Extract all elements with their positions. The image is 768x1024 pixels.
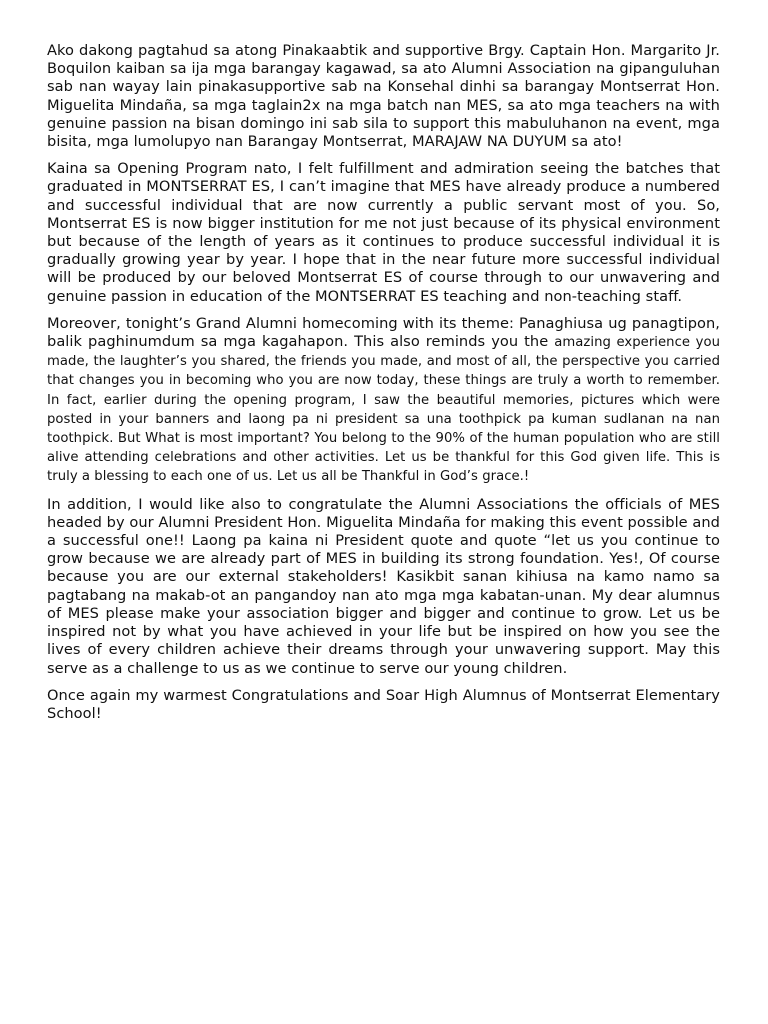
paragraph-closing: Once again my warmest Congratulations and Soar High Alumnus of Montserrat Elementary School! [47, 686, 720, 722]
paragraph-homecoming-theme-start: Moreover, tonight’s Grand Alumni homecoming with its theme: Panaghiusa ug panagtipon, balik paghinumdum sa mga kagahapon. This also reminds you the [47, 314, 720, 351]
paragraph-congratulations-alumni: In addition, I would like also to congratulate the Alumni Associations the officials of MES headed by our Alumni President Hon. Miguelita Mindaña for making this event possible and a successful one!! Laong pa kaina ni President quote and quote “let us you continue to grow because we are already part of MES in building its strong foundation. Yes!, Of course because you are our external stakeholders! Kasikbit sanan kihiusa na kamo namo sa pagtabang na makab-ot an pangandoy nan ato mga mga kabatan-unan. My dear alumnus of MES please make your association bigger and bigger and continue to grow. Let us be inspired not by what you have achieved in your life but be inspired on how you see the lives of every children achieve their dreams through your unwavering support. May this serve as a challenge to us as we continue to serve our young children. [47, 495, 720, 677]
paragraph-homecoming-theme [47, 315, 720, 487]
paragraph-opening-program: Kaina sa Opening Program nato, I felt fulfillment and admiration seeing the batches that graduated in MONTSERRAT ES, I can’t imagine that MES have already produce a numbered and successful individual that are now currently a public servant most of you. So, Montserrat ES is now bigger institution for me not just because of its physical environment but because of the length of years as it continues to produce successful individual it is gradually growing year by year. I hope that in the near future more successful individual will be produced by our beloved Montserrat ES of course through to our unwavering and genuine passion in education of the MONTSERRAT ES teaching and non-teaching staff. [47, 160, 720, 305]
document-page [47, 42, 720, 732]
paragraph-greeting: Ako dakong pagtahud sa atong Pinakaabtik and supportive Brgy. Captain Hon. Margarito Jr. Boquilon kaiban sa ija mga barangay kagawad, sa ato Alumni Association na gipanguluhan sab nan wayay lain pinakasupportive sab na Konsehal dinhi sa barangay Montserrat Hon. Miguelita Mindaña, sa mga taglain2x na mga batch nan MES, sa ato mga teachers na with genuine passion na bisan domingo ini sab sila to support this mabuluhanon na event, mga bisita, mga lumolupyo nan Barangay Montserrat, MARAJAW NA DUYUM sa ato! [47, 42, 720, 151]
paragraph-homecoming-theme-rest: amazing experience you made, the laughter’s you shared, the friends you made, and most of all, the perspective you carried that changes you in becoming who you are now today, these things are truly a worth to remember. In fact, earlier during the opening program, I saw the beautiful memories, pictures which were posted in your banners and laong pa ni president sa una toothpick pa kuman sudlanan na nan toothpick. But What is most important? You belong to the 90% of the human population who are still alive attending celebrations and other activities. Let us be thankful for this God given life. This is truly a blessing to each one of us. Let us all be Thankful in God’s grace.! [47, 335, 720, 485]
